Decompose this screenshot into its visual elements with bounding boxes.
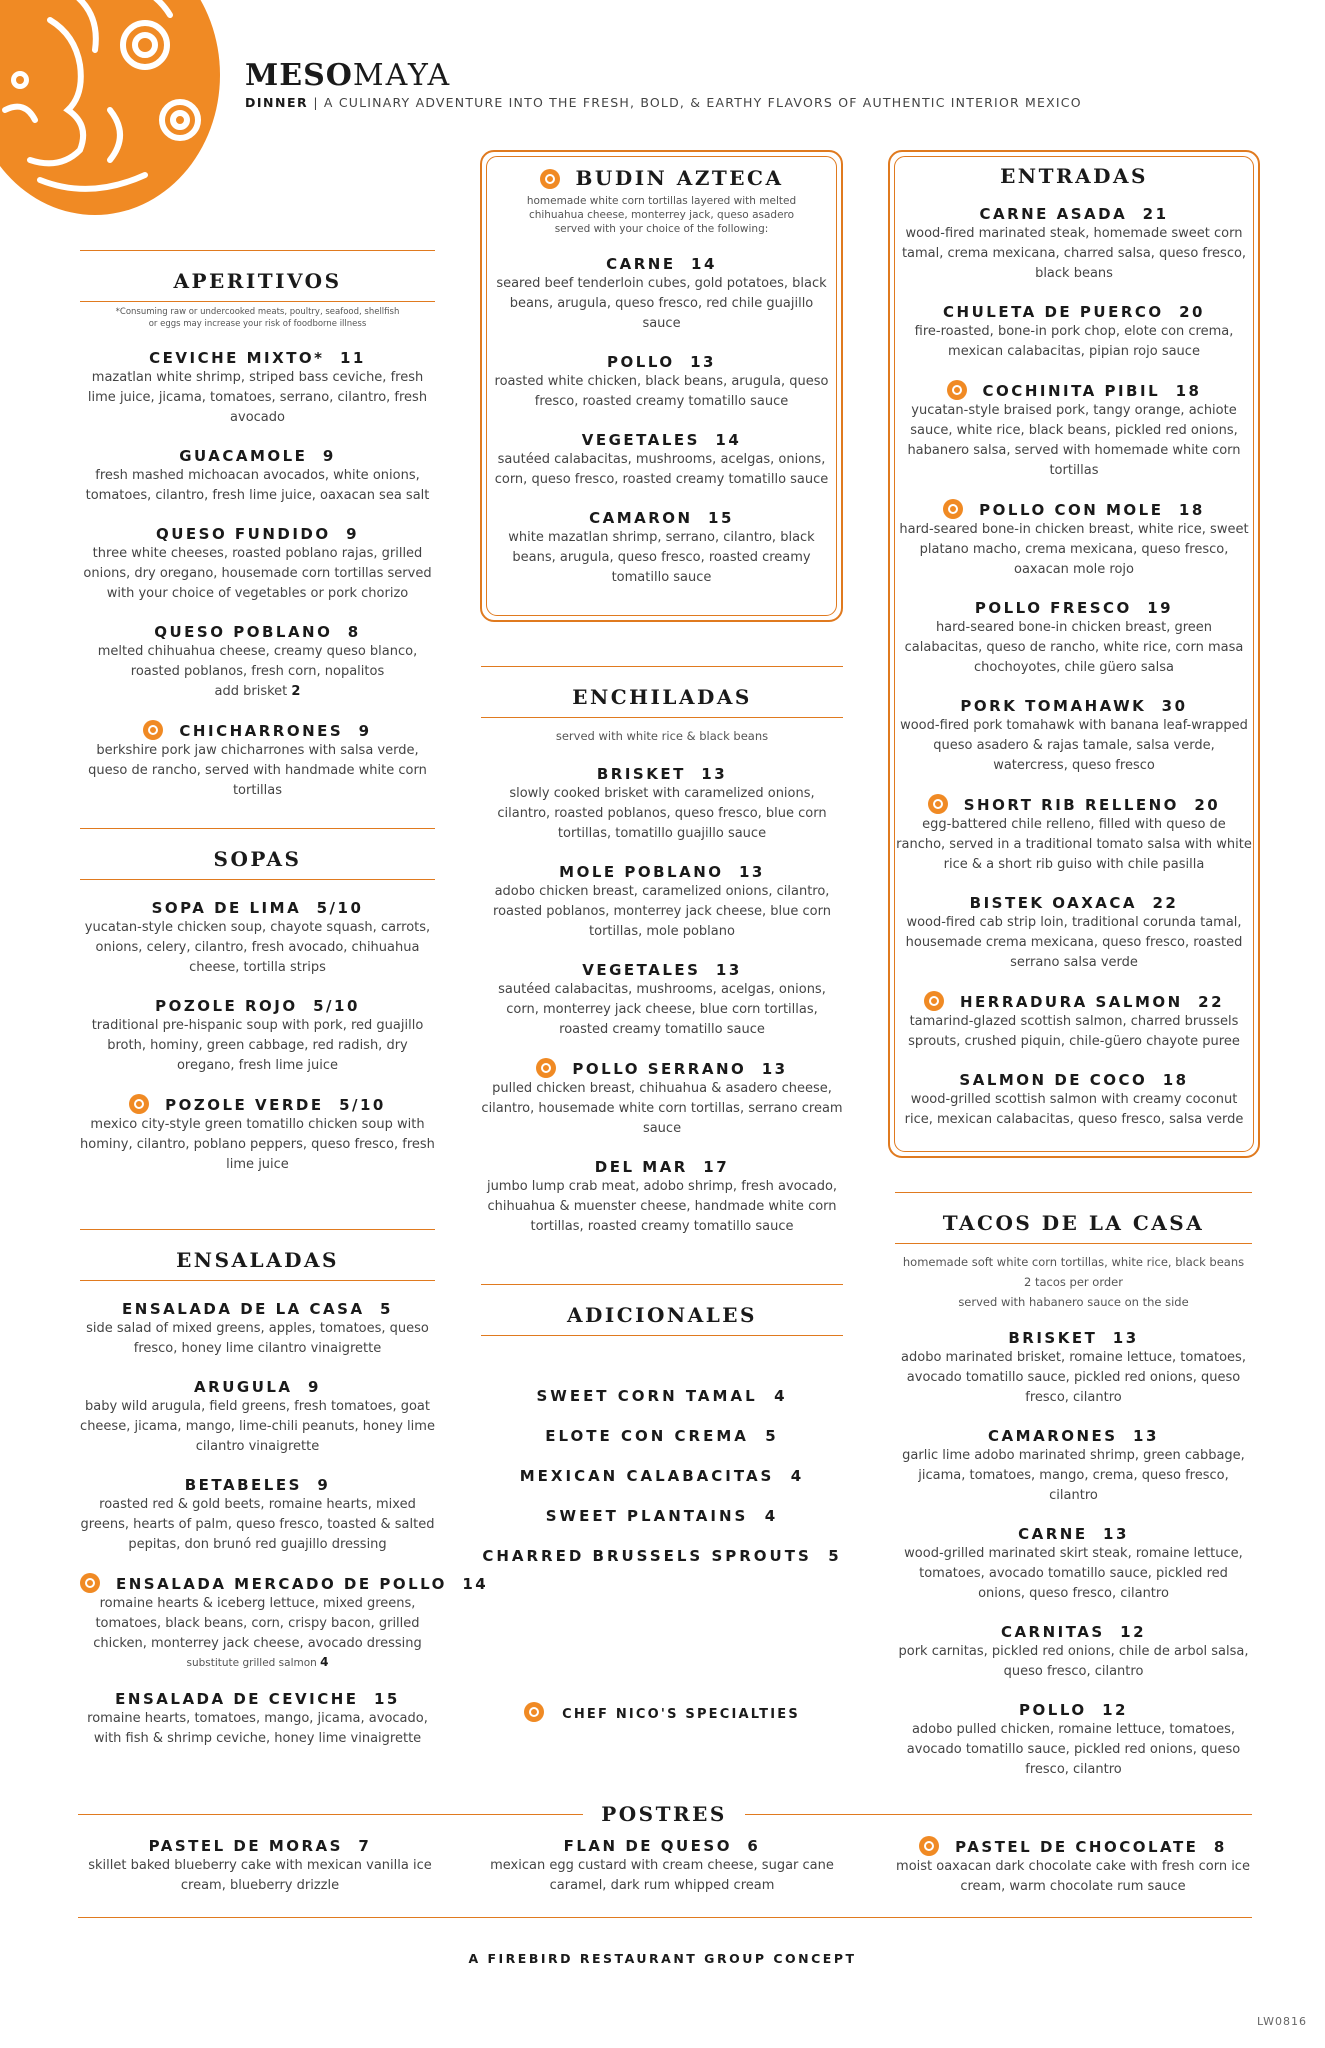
divider [80, 301, 435, 302]
menu-item [896, 794, 1252, 875]
item-name-text: POLLO 13 [607, 353, 716, 371]
item-name [80, 720, 435, 741]
item-description: seared beef tenderloin cubes, gold potatoes, black beans, arugula, queso fresco, red chile guajillo sauce [496, 276, 827, 331]
section-title [490, 166, 833, 190]
item-name-text: QUESO FUNDIDO 9 [155, 525, 360, 543]
item-name-text: CHULETA DE PUERCO 20 [943, 303, 1205, 321]
item-name [80, 898, 435, 918]
menu-item [80, 1299, 435, 1359]
item-name [896, 1070, 1252, 1090]
section-subtitle: homemade white corn tortillas layered with melted chihuahua cheese, monterrey jack, queso asadero served with your choice of the following: [526, 195, 797, 235]
item-description: melted chihuahua cheese, creamy queso blanco, roasted poblanos, fresh corn, nopalitos [97, 644, 418, 679]
section-title: SOPAS [213, 847, 302, 871]
item-name-text: COCHINITA PIBIL 18 [982, 382, 1202, 400]
menu-item [80, 898, 435, 978]
menu-item [80, 1094, 435, 1175]
budin-azteca-section [490, 162, 833, 588]
item-name-text: MOLE POBLANO 13 [559, 863, 765, 881]
section-subtitle: homemade soft white corn tortillas, white rice, black beans [902, 1255, 1245, 1269]
tagline-separator: | [313, 95, 319, 110]
item-name [80, 348, 435, 368]
item-name-text: BISTEK OAXACA 22 [969, 894, 1179, 912]
item-description: fire-roasted, bone-in pork chop, elote con crema, mexican calabacitas, pipian rojo sauce [914, 324, 1234, 359]
menu-item [896, 499, 1252, 580]
item-name [80, 1836, 440, 1856]
item-name-text: SOPA DE LIMA 5/10 [151, 899, 364, 917]
item-name [80, 1299, 435, 1319]
section-subtitle: 2 tacos per order [1024, 1275, 1123, 1289]
item-name-text: CHICHARRONES 9 [179, 722, 372, 740]
section-title: ADICIONALES [567, 1303, 757, 1327]
item-name [80, 622, 435, 642]
menu-list [481, 764, 843, 1237]
item-name-text: POLLO SERRANO 13 [572, 1060, 788, 1078]
section-title: ENCHILADAS [572, 685, 752, 709]
item-description: sautéed calabacitas, mushrooms, acelgas, onions, corn, queso fresco, roasted creamy tomatillo sauce [494, 452, 829, 487]
item-name-text: CAMARONES 13 [988, 1427, 1159, 1445]
menu-item [80, 446, 435, 506]
item-description: garlic lime adobo marinated shrimp, green cabbage, jicama, tomatoes, mango, crema, queso fresco, cilantro [902, 1448, 1245, 1503]
item-description: wood-fired pork tomahawk with banana leaf-wrapped queso asadero & rajas tamale, salsa verde, watercress, queso fresco [900, 718, 1248, 773]
item-name-text: ARUGULA 9 [194, 1378, 321, 1396]
item-name [895, 1700, 1252, 1720]
item-name-text: CARNE 13 [1018, 1525, 1129, 1543]
item-description: tamarind-glazed scottish salmon, charred brussels sprouts, crushed piquin, chile-güero chayote puree [908, 1014, 1240, 1049]
divider [78, 1814, 583, 1815]
ensaladas-section [80, 1229, 489, 1749]
item-name [896, 204, 1252, 224]
item-name-text: BRISKET 13 [1008, 1329, 1139, 1347]
section-title: ENTRADAS [1000, 164, 1148, 188]
menu-item [490, 352, 833, 412]
specialty-icon [928, 794, 948, 814]
side-item: SWEET CORN TAMAL 4 [536, 1387, 788, 1405]
item-name-text: PASTEL DE CHOCOLATE 8 [955, 1838, 1227, 1856]
item-description: baby wild arugula, field greens, fresh tomatoes, goat cheese, jicama, mango, lime-chili peanuts, honey lime cilantro vinaigrette [80, 1399, 435, 1454]
item-description: traditional pre-hispanic soup with pork, red guajillo broth, hominy, green cabbage, red radish, dry oregano, fresh lime juice [91, 1018, 424, 1073]
item-description: wood-fired marinated steak, homemade sweet corn tamal, crema mexicana, charred salsa, queso fresco, black beans [901, 226, 1247, 281]
postre-item [893, 1818, 1253, 1897]
item-name-text: ENSALADA MERCADO DE POLLO 14 [116, 1575, 489, 1593]
item-description: fresh mashed michoacan avocados, white onions, tomatoes, cilantro, fresh lime juice, oaxacan sea salt [85, 468, 430, 503]
menu-item [895, 1426, 1252, 1506]
menu-item [896, 696, 1252, 776]
item-name [895, 1524, 1252, 1544]
item-name-text: POLLO FRESCO 19 [974, 599, 1174, 617]
item-description: moist oaxacan dark chocolate cake with fresh corn ice cream, warm chocolate rum sauce [896, 1859, 1250, 1894]
specialties-legend [481, 1702, 843, 1722]
item-name [895, 1328, 1252, 1348]
item-description: mexico city-style green tomatillo chicken soup with hominy, cilantro, poblano peppers, queso fresco, fresh lime juice [80, 1117, 435, 1172]
item-description: romaine hearts, tomatoes, mango, jicama, avocado, with fish & shrimp ceviche, honey lime vinaigrette [87, 1711, 428, 1746]
item-name [80, 446, 435, 466]
adicionales-section [481, 1284, 843, 1576]
item-description: white mazatlan shrimp, serrano, cilantro, black beans, arugula, queso fresco, roasted creamy tomatillo sauce [508, 530, 815, 585]
item-addon [80, 682, 435, 702]
tagline [245, 95, 1082, 110]
item-name [896, 696, 1252, 716]
item-name [896, 598, 1252, 618]
menu-item [896, 380, 1252, 481]
menu-item [895, 1622, 1252, 1682]
section-subtitle: served with white rice & black beans [555, 729, 769, 743]
divider [481, 717, 843, 718]
item-name-text: CARNE ASADA 21 [979, 205, 1169, 223]
menu-list [80, 348, 435, 801]
side-item: MEXICAN CALABACITAS 4 [519, 1467, 805, 1485]
postre-item [80, 1818, 440, 1896]
menu-item [895, 1328, 1252, 1408]
item-name-text: QUESO POBLANO 8 [154, 623, 361, 641]
postre-item [482, 1818, 842, 1896]
section-title-text: BUDIN AZTECA [575, 166, 784, 190]
menu-item [896, 1070, 1252, 1130]
divider [80, 879, 435, 880]
item-description: pulled chicken breast, chihuahua & asadero cheese, cilantro, housemade white corn tortillas, serrano cream sauce [481, 1081, 843, 1136]
item-name-text: BETABELES 9 [184, 1476, 331, 1494]
menu-item [481, 862, 843, 942]
item-name-text: FLAN DE QUESO 6 [563, 1837, 761, 1855]
item-description: wood-grilled scottish salmon with creamy coconut rice, mexican calabacitas, queso fresco, salsa verde [904, 1092, 1244, 1127]
item-description: pork carnitas, pickled red onions, chile de arbol salsa, queso fresco, cilantro [898, 1644, 1249, 1679]
item-name-text: GUACAMOLE 9 [179, 447, 336, 465]
item-name-text: CARNITAS 12 [1000, 1623, 1147, 1641]
specialty-icon [129, 1094, 149, 1114]
item-name-text: DEL MAR 17 [594, 1158, 730, 1176]
specialty-icon [536, 1058, 556, 1078]
item-name [490, 254, 833, 274]
menu-item [893, 1836, 1253, 1897]
menu-item [896, 204, 1252, 284]
item-description: egg-battered chile relleno, filled with queso de rancho, served in a traditional tomato salsa with white rice & a short rib guiso with chile pasilla [896, 817, 1252, 872]
item-name-text: POZOLE VERDE 5/10 [165, 1096, 386, 1114]
item-name [80, 1689, 435, 1709]
addon-label: substitute grilled salmon [186, 1657, 317, 1669]
mayan-head-logo-icon [0, 0, 230, 230]
item-name-text: ENSALADA DE CEVICHE 15 [115, 1690, 400, 1708]
item-name-text: CEVICHE MIXTO* 11 [149, 349, 366, 367]
side-item: SWEET PLANTAINS 4 [545, 1507, 779, 1525]
divider [481, 1284, 843, 1285]
specialty-icon [947, 380, 967, 400]
menu-item [895, 1700, 1252, 1780]
menu-list [481, 1376, 843, 1576]
item-name [481, 862, 843, 882]
divider [80, 1280, 435, 1281]
divider [80, 1229, 435, 1230]
item-description: slowly cooked brisket with caramelized onions, cilantro, roasted poblanos, queso fresco, blue corn tortillas, tomatillo guajillo sauce [497, 786, 827, 841]
item-description: yucatan-style chicken soup, chayote squash, carrots, onions, celery, cilantro, fresh avocado, chihuahua cheese, tortilla strips [84, 920, 431, 975]
specialty-icon [524, 1702, 544, 1722]
menu-list [896, 204, 1252, 1130]
item-description: adobo chicken breast, caramelized onions, cilantro, roasted poblanos, monterrey jack cheese, blue corn tortillas, mole poblano [493, 884, 831, 939]
item-name [481, 1058, 843, 1079]
item-name-text: POLLO 12 [1019, 1701, 1128, 1719]
item-description: berkshire pork jaw chicharrones with salsa verde, queso de rancho, served with handmade white corn tortillas [88, 743, 427, 798]
menu-item [896, 991, 1252, 1052]
addon-price: 2 [291, 684, 301, 699]
item-name [896, 794, 1252, 815]
side-item: ELOTE CON CREMA 5 [545, 1427, 779, 1445]
menu-item [481, 764, 843, 844]
brand-name [245, 58, 451, 93]
menu-list [895, 1328, 1252, 1780]
item-name [896, 893, 1252, 913]
menu-list [490, 254, 833, 588]
item-name-text: POZOLE ROJO 5/10 [155, 997, 360, 1015]
item-name-text: VEGETALES 13 [582, 961, 742, 979]
item-name [893, 1836, 1253, 1857]
side-item: CHARRED BRUSSELS SPROUTS 5 [482, 1547, 842, 1565]
item-name-text: ENSALADA DE LA CASA 5 [122, 1300, 393, 1318]
item-name [896, 380, 1252, 401]
menu-list [80, 1299, 489, 1749]
item-name-text: SALMON DE COCO 18 [959, 1071, 1189, 1089]
item-description: jumbo lump crab meat, adobo shrimp, fresh avocado, chihuahua & muenster cheese, handmade white corn tortillas, roasted creamy tomatillo sauce [486, 1179, 838, 1234]
item-name-text: CARNE 14 [606, 255, 717, 273]
menu-item [490, 508, 833, 588]
item-description: three white cheeses, roasted poblano rajas, grilled onions, dry oregano, housemade corn tortillas served with your choice of vegetables or pork chorizo [83, 546, 432, 601]
item-addon [80, 1654, 435, 1671]
legend-label: CHEF NICO'S SPECIALTIES [562, 1707, 800, 1722]
menu-list [80, 898, 435, 1175]
item-name [895, 1426, 1252, 1446]
item-description: hard-seared bone-in chicken breast, white rice, sweet platano macho, crema mexicana, queso fresco, oaxacan mole rojo [899, 522, 1249, 577]
item-name-text: PASTEL DE MORAS 7 [148, 1837, 372, 1855]
menu-item [490, 254, 833, 334]
divider [895, 1243, 1252, 1244]
item-name-text: SHORT RIB RELLENO 20 [963, 796, 1221, 814]
item-name [490, 352, 833, 372]
item-name-text: PORK TOMAHAWK 30 [960, 697, 1188, 715]
divider [745, 1814, 1252, 1815]
divider [78, 1917, 1252, 1918]
specialty-icon [943, 499, 963, 519]
tacos-section [895, 1192, 1252, 1780]
menu-item [80, 1689, 435, 1749]
item-name-text: HERRADURA SALMON 22 [959, 993, 1225, 1011]
entradas-section [896, 162, 1252, 1130]
item-name [490, 430, 833, 450]
item-name [481, 960, 843, 980]
menu-item [80, 1573, 489, 1671]
item-name [896, 499, 1252, 520]
menu-code: LW0816 [1257, 2015, 1307, 2028]
menu-item [481, 1157, 843, 1237]
menu-item [80, 524, 435, 604]
menu-item [80, 720, 435, 801]
item-description: adobo pulled chicken, romaine lettuce, tomatoes, avocado tomatillo sauce, pickled red onions, queso fresco, cilantro [906, 1722, 1241, 1777]
concept-footer: A FIREBIRD RESTAURANT GROUP CONCEPT [468, 1951, 857, 1966]
specialty-icon [924, 991, 944, 1011]
aperitivos-section [80, 250, 435, 801]
item-description: mazatlan white shrimp, striped bass ceviche, fresh lime juice, jicama, tomatoes, serrano, cilantro, fresh avocado [87, 370, 428, 425]
item-name [80, 996, 435, 1016]
item-name [896, 991, 1252, 1012]
item-name [896, 302, 1252, 322]
divider [481, 666, 843, 667]
item-description: skillet baked blueberry cake with mexican vanilla ice cream, blueberry drizzle [88, 1858, 432, 1893]
brand-name-light: MAYA [352, 58, 452, 93]
menu-item [80, 348, 435, 428]
item-name [895, 1622, 1252, 1642]
sopas-section [80, 828, 435, 1175]
item-description: romaine hearts & iceberg lettuce, mixed greens, tomatoes, black beans, corn, crispy bacon, grilled chicken, monterrey jack cheese, avocado dressing [93, 1596, 422, 1651]
tagline-text: A CULINARY ADVENTURE INTO THE FRESH, BOLD, & EARTHY FLAVORS OF AUTHENTIC INTERIOR MEXICO [323, 95, 1082, 110]
item-name-text: VEGETALES 14 [581, 431, 742, 449]
menu-item [481, 960, 843, 1040]
divider [895, 1192, 1252, 1193]
section-title: APERITIVOS [173, 269, 342, 293]
item-description: adobo marinated brisket, romaine lettuce, tomatoes, avocado tomatillo sauce, pickled red onions, queso fresco, cilantro [901, 1350, 1246, 1405]
section-title: ENSALADAS [176, 1248, 339, 1272]
food-safety-note: *Consuming raw or undercooked meats, poultry, seafood, shellfish or eggs may increase your risk of foodborne illness [115, 307, 400, 329]
item-name [481, 764, 843, 784]
section-title: TACOS DE LA CASA [942, 1211, 1205, 1235]
item-name-text: BRISKET 13 [596, 765, 728, 783]
item-name-text: CAMARON 15 [589, 509, 734, 527]
item-description: side salad of mixed greens, apples, tomatoes, queso fresco, honey lime cilantro vinaigrette [86, 1321, 429, 1356]
menu-item [896, 893, 1252, 973]
specialty-icon [80, 1573, 100, 1593]
addon-label: add brisket [214, 684, 288, 699]
menu-item [482, 1836, 842, 1896]
item-name [482, 1836, 842, 1856]
specialty-icon [919, 1836, 939, 1856]
item-description: wood-fired cab strip loin, traditional corunda tamal, housemade crema mexicana, queso fresco, roasted serrano salsa verde [905, 915, 1243, 970]
menu-item [80, 622, 435, 702]
item-name [80, 1475, 435, 1495]
section-title: POSTRES [601, 1802, 727, 1826]
menu-item [80, 1475, 435, 1555]
divider [80, 250, 435, 251]
item-name-text: POLLO CON MOLE 18 [979, 501, 1205, 519]
menu-item [80, 1377, 435, 1457]
item-description: wood-grilled marinated skirt steak, romaine lettuce, tomatoes, avocado tomatillo sauce, pickled red onions, queso fresco, cilantro [904, 1546, 1243, 1601]
section-subtitle: served with habanero sauce on the side [958, 1295, 1189, 1309]
specialty-icon [143, 720, 163, 740]
menu-item [896, 302, 1252, 362]
item-name [80, 1573, 489, 1594]
item-description: mexican egg custard with cream cheese, sugar cane caramel, dark rum whipped cream [490, 1858, 834, 1893]
menu-item [896, 598, 1252, 678]
item-name [80, 1377, 435, 1397]
meal-label: DINNER [245, 95, 309, 110]
addon-price: 4 [320, 1655, 329, 1669]
brand-name-bold: MESO [245, 58, 353, 93]
item-description: yucatan-style braised pork, tangy orange, achiote sauce, white rice, black beans, pickled red onions, habanero salsa, served with homemade white corn tortillas [907, 403, 1241, 478]
item-description: hard-seared bone-in chicken breast, green calabacitas, queso de rancho, white rice, corn masa chochoyotes, chile güero salsa [904, 620, 1244, 675]
divider [481, 1335, 843, 1336]
item-description: roasted white chicken, black beans, arugula, queso fresco, roasted creamy tomatillo sauce [494, 374, 829, 409]
item-name [80, 524, 435, 544]
item-name [80, 1094, 435, 1115]
menu-item [80, 1836, 440, 1896]
menu-item [895, 1524, 1252, 1604]
item-name [490, 508, 833, 528]
divider [80, 828, 435, 829]
enchiladas-section [481, 666, 843, 1237]
item-description: sautéed calabacitas, mushrooms, acelgas, onions, corn, monterrey jack cheese, blue corn tortillas, roasted creamy tomatillo sauce [498, 982, 826, 1037]
menu-item [490, 430, 833, 490]
item-name [481, 1157, 843, 1177]
item-description: roasted red & gold beets, romaine hearts, mixed greens, hearts of palm, queso fresco, toasted & salted pepitas, don brunó red guajillo dressing [80, 1497, 435, 1552]
menu-item [80, 996, 435, 1076]
specialty-icon [540, 169, 560, 189]
menu-item [481, 1058, 843, 1139]
